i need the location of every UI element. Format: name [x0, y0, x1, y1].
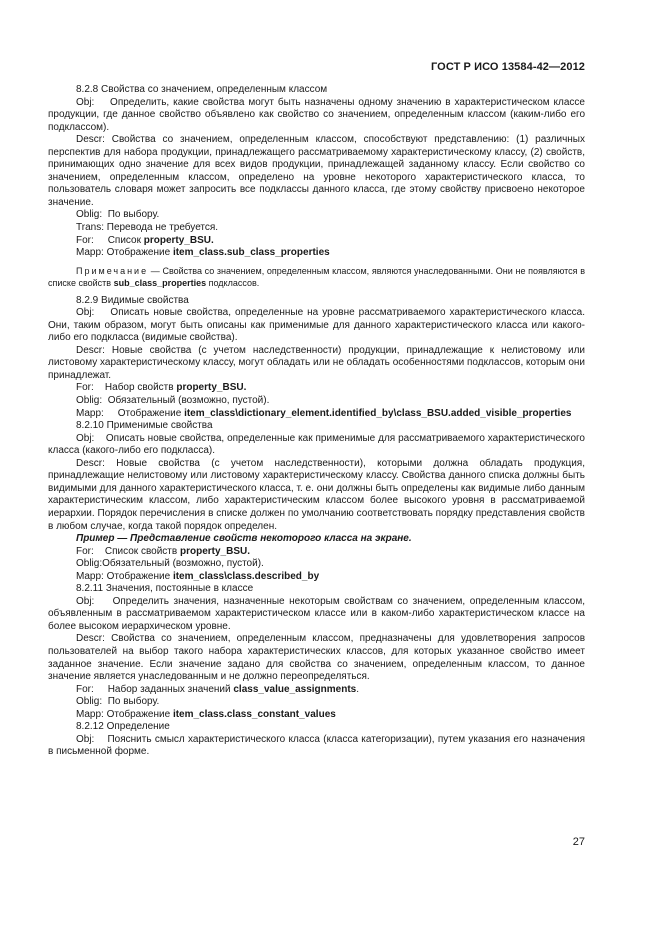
- for-text: Список свойств: [104, 545, 180, 557]
- mapp-text: Отображение: [106, 570, 173, 582]
- oblig-label: Oblig:: [76, 696, 103, 708]
- note-paragraph: [48, 265, 585, 289]
- obj-text: Описать новые свойства, определенные как применимые для рассматриваемого характеристического класса (какого-либо его подкласса).: [48, 432, 585, 457]
- obj-label: Obj:: [76, 733, 95, 745]
- page-number: 27: [572, 836, 585, 848]
- mapp-line: [48, 247, 585, 260]
- for-entity: class_value_assignments: [233, 683, 357, 695]
- oblig-label: Oblig:: [76, 558, 103, 570]
- for-line: [48, 684, 585, 697]
- descr-text: Свойства со значением, определенным классом, предназначены для удовлетворения запросов пользователей на выбор такого набора характеристических классов, для которых указанное свойство имеет заданное значение. Если значение задано для свойства со значением, определенным классом, то данное значение является унаследованным и не должно переопределяться.: [48, 633, 586, 683]
- obj-paragraph: [48, 97, 585, 135]
- oblig-text: По выбору.: [107, 696, 160, 708]
- note-label: Примечание: [76, 265, 149, 276]
- for-entity: property_BSU.: [143, 234, 214, 246]
- for-label: For:: [76, 234, 94, 246]
- obj-text: Пояснить смысл характеристического класса (класса категоризации), путем указания его назначения в письменной форме.: [48, 733, 585, 758]
- mapp-line: [48, 571, 585, 584]
- obj-text: Описать новые свойства, определенные на уровне рассматриваемого характеристического класса. Они, таким образом, могут быть описаны как применимые для данного характеристического класса или какого-либо его подкласса (видимые свойства).: [48, 307, 585, 344]
- section-heading-8-2-10: 8.2.10 Применимые свойства: [76, 420, 213, 432]
- for-entity: property_BSU.: [179, 545, 250, 557]
- trans-text: Перевода не требуется.: [106, 222, 219, 234]
- oblig-line: [48, 209, 585, 222]
- mapp-text: Отображение: [106, 247, 173, 259]
- obj-paragraph: [48, 307, 585, 345]
- descr-text: Свойства со значением, определенным классом, способствуют представлению: (1) различных перспектив для набора продукции, принадлежащего рассматриваемому характеристическому классу, (2) свойств, принимающих одно значение для всех видов продукции, принадлежащей заданному классу. Если свойство со значением, определенным классом, определено на уровне некоторого характеристического класса, то пользователь словаря может запросить все подклассы данного класса, где этому свойству присвоено некоторое значение.: [48, 134, 585, 208]
- obj-text: Определить, какие свойства могут быть назначены одному значению в характеристическом классе продукции, где данное свойство объявлено как свойство со значением, определенным классом (каким-либо его подклассом).: [48, 96, 585, 133]
- descr-paragraph: [48, 633, 585, 683]
- descr-label: Descr:: [76, 457, 105, 469]
- mapp-label: Mapp:: [76, 247, 104, 259]
- for-label: For:: [76, 683, 94, 695]
- mapp-entity: item_class\dictionary_element.identified_by\class_BSU.added_visible_properties: [184, 407, 572, 419]
- document-header: ГОСТ Р ИСО 13584-42—2012: [430, 61, 585, 73]
- note-text: — Свойства со значением, определенным классом, являются унаследованными. Они не появляются в списке свойств: [48, 265, 585, 288]
- for-line: [48, 382, 585, 395]
- obj-text: Определить значения, назначенные некоторым свойствам со значением, определенным классом, объявленным в рассматриваемом характеристическом классе или в каком-либо характеристическом классе на более высоком иерархическом уровне.: [48, 595, 585, 632]
- obj-paragraph: [48, 596, 585, 634]
- section-heading-8-2-8: 8.2.8 Свойства со значением, определенным классом: [76, 84, 328, 95]
- descr-text: Новые свойства (с учетом наследственности) продукции, принадлежащие к нелистовому или листовому характеристическому классу, могут обладать или не обладать особенностями подклассов, которым они принадлежат.: [48, 344, 586, 381]
- descr-paragraph: [48, 458, 585, 533]
- for-label: For:: [76, 382, 94, 394]
- oblig-line: [48, 696, 585, 709]
- mapp-entity: item_class.sub_class_properties: [172, 247, 330, 259]
- trans-label: Trans:: [76, 222, 104, 234]
- example-line: Пример — Представление свойств некоторого класса на экране.: [76, 533, 412, 545]
- descr-paragraph: [48, 345, 585, 383]
- mapp-line: [48, 709, 585, 722]
- note-entity: sub_class_properties: [113, 277, 207, 288]
- obj-paragraph: [48, 433, 585, 458]
- oblig-label: Oblig:: [76, 395, 103, 407]
- obj-paragraph: [48, 734, 585, 759]
- mapp-line: [48, 408, 585, 421]
- for-text: Набор заданных значений: [107, 683, 234, 695]
- trans-line: [48, 222, 585, 235]
- obj-label: Obj:: [76, 307, 95, 319]
- mapp-text: Отображение: [106, 708, 173, 720]
- descr-label: Descr:: [76, 633, 105, 645]
- descr-text: Новые свойства (с учетом наследственности), которыми должна обладать продукция, принадлежащие нелистовому или листовому характеристическому классу. Свойства данного списка должны быть видимыми для данного характеристического класса, т. е. они должны быть определены как видимые либо данным характеристическим классом, либо характеристическим классом более высокого уровня в рассматриваемой иерархии. Порядок перечисления в списке должен по умолчанию соответствовать порядку представления свойств в любом случае, когда такой порядок определен.: [48, 457, 585, 532]
- descr-label: Descr:: [76, 134, 105, 146]
- descr-label: Descr:: [76, 344, 105, 356]
- for-text: Набор свойств: [104, 382, 177, 394]
- obj-label: Obj:: [76, 96, 95, 108]
- for-text: Список: [107, 234, 144, 246]
- mapp-label: Mapp:: [76, 708, 104, 720]
- for-line: [48, 546, 585, 559]
- mapp-text: Отображение: [117, 407, 185, 419]
- section-heading-8-2-12: 8.2.12 Определение: [76, 721, 170, 733]
- descr-paragraph: [48, 134, 585, 209]
- oblig-text: По выбору.: [107, 209, 160, 221]
- oblig-line: [48, 558, 585, 571]
- obj-label: Obj:: [76, 595, 95, 607]
- section-heading-8-2-11: 8.2.11 Значения, постоянные в классе: [76, 583, 254, 595]
- for-label: For:: [76, 545, 94, 557]
- oblig-line: [48, 395, 585, 408]
- oblig-text: Обязательный (возможно, пустой).: [102, 558, 264, 570]
- mapp-entity: item_class.class_constant_values: [172, 708, 336, 720]
- mapp-label: Mapp:: [76, 570, 104, 582]
- oblig-label: Oblig:: [76, 209, 103, 221]
- note-tail: подклассов.: [206, 277, 260, 288]
- for-tail: .: [356, 683, 359, 695]
- obj-label: Obj:: [76, 432, 95, 444]
- oblig-text: Обязательный (возможно, пустой).: [107, 395, 270, 407]
- mapp-label: Mapp:: [76, 407, 104, 419]
- for-line: [48, 235, 585, 248]
- for-entity: property_BSU.: [176, 382, 247, 394]
- section-heading-8-2-9: 8.2.9 Видимые свойства: [76, 294, 189, 306]
- mapp-entity: item_class\class.described_by: [172, 570, 320, 582]
- document-body: [48, 84, 585, 759]
